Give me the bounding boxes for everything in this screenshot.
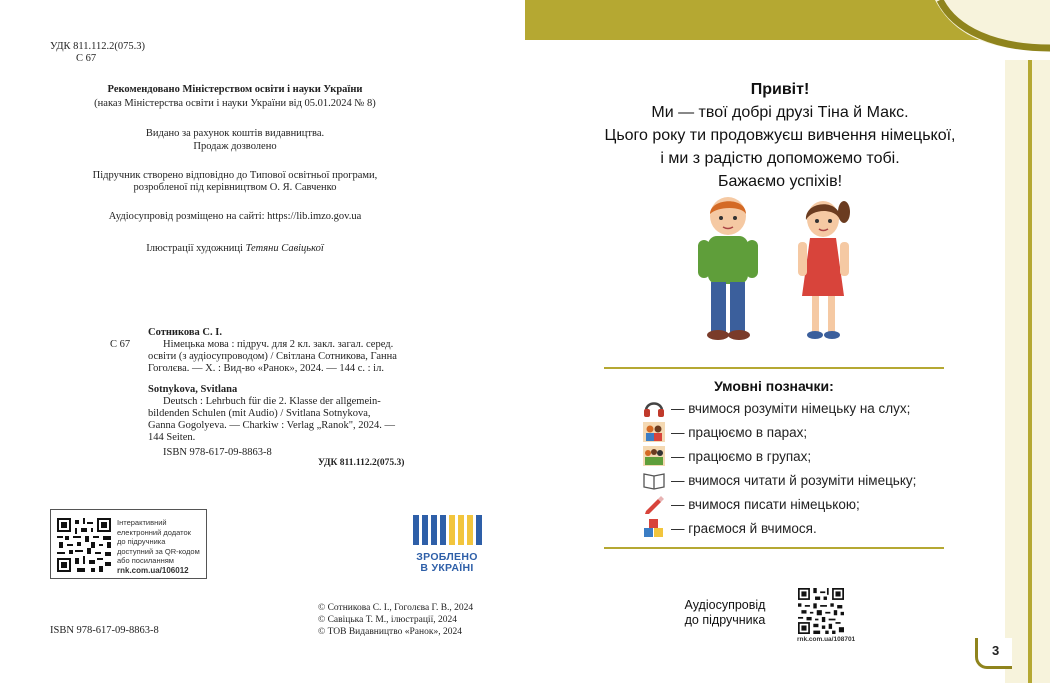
illustrations-line	[50, 242, 420, 255]
legend-item	[643, 445, 811, 467]
page-number-box	[975, 638, 1012, 669]
qr-line-3: до підручника	[117, 537, 166, 546]
illustrator-name: Тетяни Савіцької	[245, 243, 324, 254]
legend-text: — вчимося читати й розуміти німецьку;	[671, 472, 917, 488]
audio-line-2: до підручника	[684, 613, 766, 627]
biblio-line-1: Німецька мова : підруч. для 2 кл. закл. загал. серед.	[163, 339, 394, 350]
made-in-ukraine-line-2: В УКРАЇНІ	[420, 562, 474, 574]
qr-line-1: Інтерактивний	[117, 518, 167, 527]
biblio-isbn: ISBN 978-617-09-8863-8	[163, 447, 272, 458]
published-line-1: Видано за рахунок коштів видавництва.	[145, 128, 325, 139]
biblio-code: С 67	[110, 339, 131, 350]
biblio-line-3: Гоголєва. — Х. : Вид-во «Ранок», 2024. — 144 с. : іл.	[148, 363, 384, 374]
legend-top-divider	[604, 367, 944, 369]
biblio-udk: УДК 811.112.2(075.3)	[318, 458, 405, 468]
legend-item	[643, 397, 910, 419]
legend-text: — граємося й вчимося.	[671, 520, 817, 536]
legend-item	[643, 421, 807, 443]
program-line-2: розробленої під керівництвом О. Я. Савченко	[133, 182, 337, 193]
legend-text: — працюємо в групах;	[671, 448, 812, 464]
biblio-de-2: bildenden Schulen (mit Audio) / Svitlana Sotnykova,	[148, 408, 371, 419]
audio-site-line: Аудіосупровід розміщено на сайті: https://lib.imzo.gov.ua	[108, 211, 362, 222]
greeting-line-3: і ми з радістю допоможемо тобі.	[660, 150, 900, 167]
blocks-icon	[643, 518, 665, 538]
copyright-line-2: © Савіцька Т. М., ілюстрації, 2024	[318, 615, 457, 625]
biblio-author-latin: Sotnykova, Svitlana	[148, 384, 238, 395]
isbn-bottom: ISBN 978-617-09-8863-8	[50, 625, 159, 636]
copyright-line-3: © ТОВ Видавництво «Ранок», 2024	[318, 627, 462, 637]
legend-text: — вчимося писати німецькою;	[671, 496, 860, 512]
boy-illustration	[688, 196, 768, 346]
copyright-block	[318, 602, 473, 638]
greeting-line-2: Цього року ти продовжуєш вивчення німецької,	[604, 127, 956, 144]
girl-illustration	[790, 198, 860, 344]
greeting-line-4: Бажаємо успіхів!	[717, 173, 843, 190]
group-icon	[643, 446, 665, 466]
legend-text: — вчимося розуміти німецьку на слух;	[671, 400, 911, 416]
legend-bottom-divider	[604, 547, 944, 549]
pencil-icon	[643, 494, 665, 514]
audio-line-1: Аудіосупровід	[684, 598, 766, 612]
qr-block-text	[117, 518, 200, 575]
qr-line-2: електронний додаток	[117, 527, 191, 537]
audio-qr-code-icon[interactable]	[798, 588, 844, 634]
qr-link[interactable]: rnk.com.ua/106012	[117, 565, 189, 575]
greeting-block	[600, 78, 960, 193]
qr-line-4: доступний за QR-кодом	[117, 546, 200, 556]
interactive-qr-block	[50, 509, 207, 579]
page-number: 3	[992, 643, 1000, 658]
illustrations-prefix: Ілюстрації художниці	[146, 243, 243, 254]
qr-line-5: або посиланням	[117, 556, 174, 565]
recommended-line: Рекомендовано Міністерством освіти і науки України	[107, 84, 363, 95]
udk-top: УДК 811.112.2(075.3)	[50, 41, 146, 52]
audio-support-text	[680, 598, 770, 628]
qr-code-icon[interactable]	[57, 518, 111, 572]
published-line-2: Продаж дозволено	[193, 141, 277, 152]
greeting-line-1: Ми — твої добрі друзі Тіна й Макс.	[651, 104, 909, 121]
order-line: (наказ Міністерства освіти і науки України від 05.01.2024 № 8)	[94, 98, 376, 109]
greeting-title: Привіт!	[750, 81, 810, 98]
program-line-1: Підручник створено відповідно до Типової освітньої програми,	[92, 170, 378, 181]
pair-icon	[643, 422, 665, 442]
legend-title: Умовні позначки:	[714, 378, 834, 394]
biblio-author: Сотникова С. І.	[148, 327, 222, 338]
legend-text: — працюємо в парах;	[671, 424, 808, 440]
catalog-code-top: С 67	[76, 53, 97, 64]
biblio-line-2: освіти (з аудіосупроводом) / Світлана Сотникова, Ганна	[148, 351, 397, 362]
biblio-de-4: 144 Seiten.	[148, 432, 196, 443]
copyright-line-1: © Сотникова С. І., Гоголєва Г. В., 2024	[318, 603, 474, 613]
biblio-de-3: Ganna Gogolyeva. — Charkiw : Verlag „Ranok", 2024. —	[148, 420, 396, 431]
legend-item	[643, 517, 817, 539]
legend-item	[643, 469, 916, 491]
book-icon	[643, 470, 665, 490]
headphones-icon	[643, 398, 665, 418]
made-in-ukraine-line-1: ЗРОБЛЕНО	[416, 551, 478, 563]
made-in-ukraine-logo	[411, 515, 483, 575]
biblio-de-1: Deutsch : Lehrbuch für die 2. Klasse der allgemein-	[163, 396, 381, 407]
ukraine-stripes-icon	[411, 515, 483, 545]
legend-item	[643, 493, 860, 515]
audio-link[interactable]: rnk.com.ua/108701	[797, 636, 856, 643]
